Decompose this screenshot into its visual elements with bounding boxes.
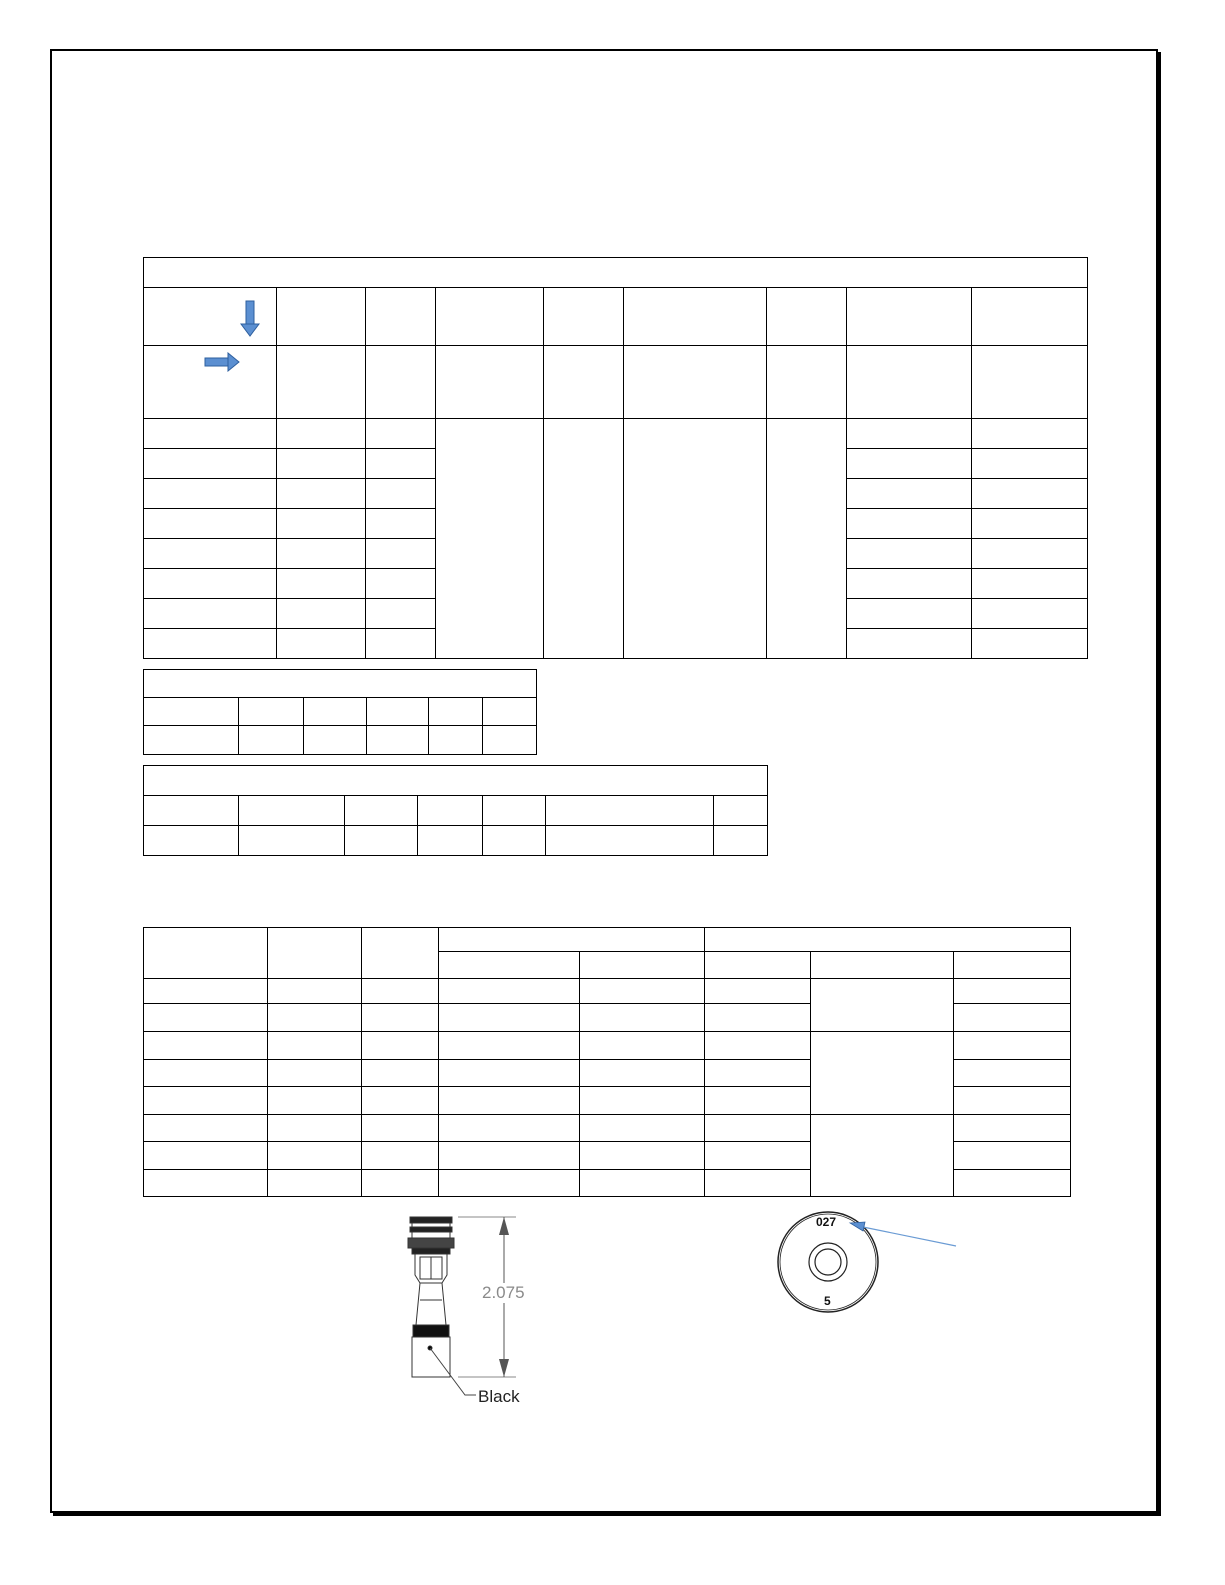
header-row-label-cell — [144, 346, 277, 419]
end-view-top-marking: 027 — [816, 1215, 837, 1229]
group-header-cell — [705, 928, 1071, 952]
table-row — [144, 979, 1071, 1004]
color-callout-label: Black — [478, 1387, 520, 1406]
table-row — [144, 796, 768, 826]
merged-cell — [767, 419, 847, 659]
medium-spec-table — [143, 765, 768, 856]
cartridge-end-view — [770, 1205, 970, 1320]
merged-cell — [811, 1115, 954, 1197]
table-title-cell — [144, 258, 1088, 288]
dimension-table — [143, 927, 1071, 1197]
dimension-label: 2.075 — [482, 1283, 525, 1302]
merged-cell — [624, 419, 767, 659]
merged-cell — [436, 419, 544, 659]
table-row — [144, 419, 1088, 449]
small-spec-table — [143, 669, 537, 755]
arrow-right-icon — [204, 352, 240, 372]
header-cell — [144, 928, 268, 979]
end-view-bottom-marking: 5 — [824, 1294, 831, 1308]
group-header-cell — [439, 928, 705, 952]
merged-cell — [811, 1032, 954, 1115]
header-cell — [268, 928, 362, 979]
header-cell — [362, 928, 439, 979]
table-title-cell — [144, 766, 768, 796]
header-corner-cell — [144, 288, 277, 346]
cartridge-side-view — [380, 1205, 580, 1420]
arrow-down-icon — [240, 300, 260, 338]
end-view-drawing — [770, 1205, 970, 1320]
main-spec-table — [143, 257, 1088, 659]
table-row — [144, 698, 537, 726]
table-row — [144, 1032, 1071, 1060]
table-row — [144, 1115, 1071, 1142]
table-row — [144, 826, 768, 856]
merged-cell — [811, 979, 954, 1032]
table-title-cell — [144, 670, 537, 698]
merged-cell — [544, 419, 624, 659]
table-row — [144, 726, 537, 755]
